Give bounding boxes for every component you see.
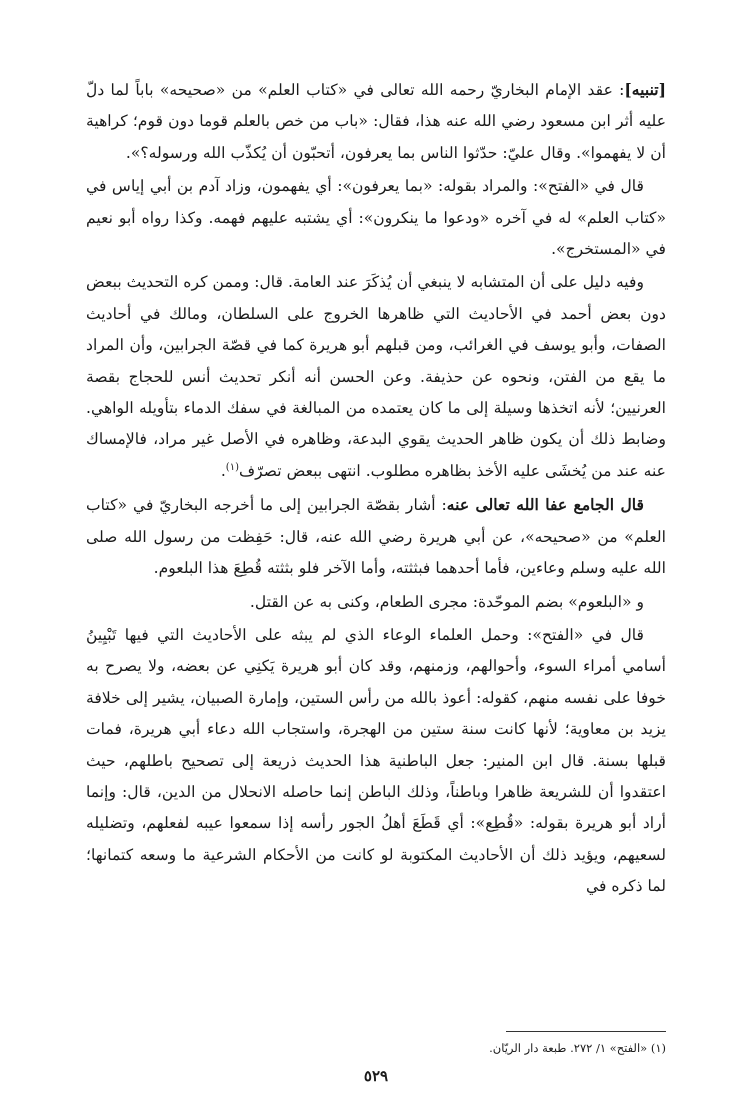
note-label: [تنبيه]: [624, 80, 666, 99]
footnote-reference: (١): [225, 461, 239, 473]
compiler-label: قال الجامع عفا الله تعالى عنه: [446, 495, 644, 515]
paragraph-compiler: [86, 489, 666, 584]
note-text: : عقد الإمام البخاريّ رحمه الله تعالى في «كتاب العلم» من «صحيحه» باباً لما دلّ عليه أثر ابن مسعود رضي الله عنه هذا، فقال: «باب من خص بالعلم قوما دون قوم؛ كراهية أن لا يفهموا». وقال عليّ: حدّثوا الناس بما يعرفون، أتحبّون أن يُكذّب الله ورسوله؟».: [86, 81, 666, 162]
footnote: (١) «الفتح» ١/ ٢٧٢. طبعة دار الريّان.: [489, 1041, 666, 1055]
paragraph-evidence: وفيه دليل على أن المتشابه لا ينبغي أن يُذكَرَ عند العامة. قال: وممن كره التحديث ببعض دون بعض أحمد في الأحاديث التي ظاهرها الخروج على السلطان، ومالك في أحاديث الصفات، وأبو يوسف في الغرائب، ومن قبلهم أبو هريرة كما في قصّة الجرابين، وأن المراد ما يقع من الفتن، ونحوه عن حذيفة. وعن الحسن أنه أنكر تحديث أنس للحجاج بقصة العرنيين؛ لأنه اتخذها وسيلة إلى ما كان يعتمده من المبالغة في سفك الدماء بتأويله الواهي. وضابط ذلك أن يكون ظاهر الحديث يقوي البدعة، وظاهره في الأصل غير مراد، فالإمساك عنه عند من يُخشَى عليه الأخذ بظاهره مطلوب. انتهى ببعض تصرّف$^{(١)}$.: [86, 273, 666, 480]
page-number: ٥٢٩: [363, 1067, 389, 1085]
footnote-divider: [506, 1031, 666, 1032]
paragraph-note: [86, 74, 666, 169]
compiler-text: : أشار بقصّة الجرابين إلى ما أخرجه البخاريّ في «كتاب العلم» من «صحيحه»، عن أبي هريرة رضي الله عنه، قال: حَفِظت من رسول الله صلى الله عليه وسلم وعاءين، فأما أحدهما فبثثته، وأما الآخر فلو بثثته قُطِعَ هذا البلعوم.: [86, 496, 666, 578]
paragraph-fath-1: قال في «الفتح»: والمراد بقوله: «بما يعرفون»: أي يفهمون، وزاد آدم بن أبي إياس في «كتاب العلم» له في آخره «ودعوا ما ينكرون»: أي يشتبه عليهم فهمه. وكذا رواه أبو نعيم في «المستخرج».: [86, 177, 666, 259]
paragraph-bulum: و «البلعوم» بضم الموحّدة: مجرى الطعام، وكنى به عن القتل.: [249, 592, 644, 611]
main-text: [86, 74, 666, 905]
paragraph-fath-2: قال في «الفتح»: وحمل العلماء الوعاء الذي لم يبثه على الأحاديث التي فيها تَبْيِينُ أسامي أمراء السوء، وأحوالهم، وزمنهم، وقد كان أبو هريرة يَكنِي عن بعضه، ولا يصرح به خوفا على نفسه منهم، كقوله: أعوذ بالله من رأس الستين، وإمارة الصبيان، يشير إلى خلافة يزيد بن معاوية؛ لأنها كانت سنة ستين من الهجرة، واستجاب الله دعاء أبي هريرة، فمات قبلها بسنة. قال ابن المنير: جعل الباطنية هذا الحديث ذريعة إلى تصحيح باطلهم، حيث اعتقدوا أن للشريعة ظاهرا وباطناً، وذلك الباطن إنما حاصله الانحلال من الدين، قال: وإنما أراد أبو هريرة بقوله: «قُطِع»: أي قَطَعَ أهلُ الجور رأسه إذا سمعوا عيبه لفعلهم، وتضليله لسعيهم، ويؤيد ذلك أن الأحاديث المكتوبة لو كانت من الأحكام الشرعية ما وسعه كتمانها؛ لما ذكره في: [86, 625, 666, 896]
evidence-text: وفيه دليل على أن المتشابه لا ينبغي أن يُذكَرَ عند العامة. قال: وممن كره التحديث ببعض دون بعض أحمد في الأحاديث التي ظاهرها الخروج على السلطان، ومالك في أحاديث الصفات، وأبو يوسف في الغرائب، ومن قبلهم أبو هريرة كما في قصّة الجرابين، وأن المراد ما يقع من الفتن، ونحوه عن حذيفة. وعن الحسن أنه أنكر تحديث أنس للحجاج بقصة العرنيين؛ لأنه اتخذها وسيلة إلى ما كان يعتمده من المبالغة في سفك الدماء بتأويله الواهي. وضابط ذلك أن يكون ظاهر الحديث يقوي البدعة، وظاهره في الأصل غير مراد، فالإمساك عنه عند من يُخشَى عليه الأخذ بظاهره مطلوب. انتهى ببعض تصرّف: [86, 273, 666, 480]
